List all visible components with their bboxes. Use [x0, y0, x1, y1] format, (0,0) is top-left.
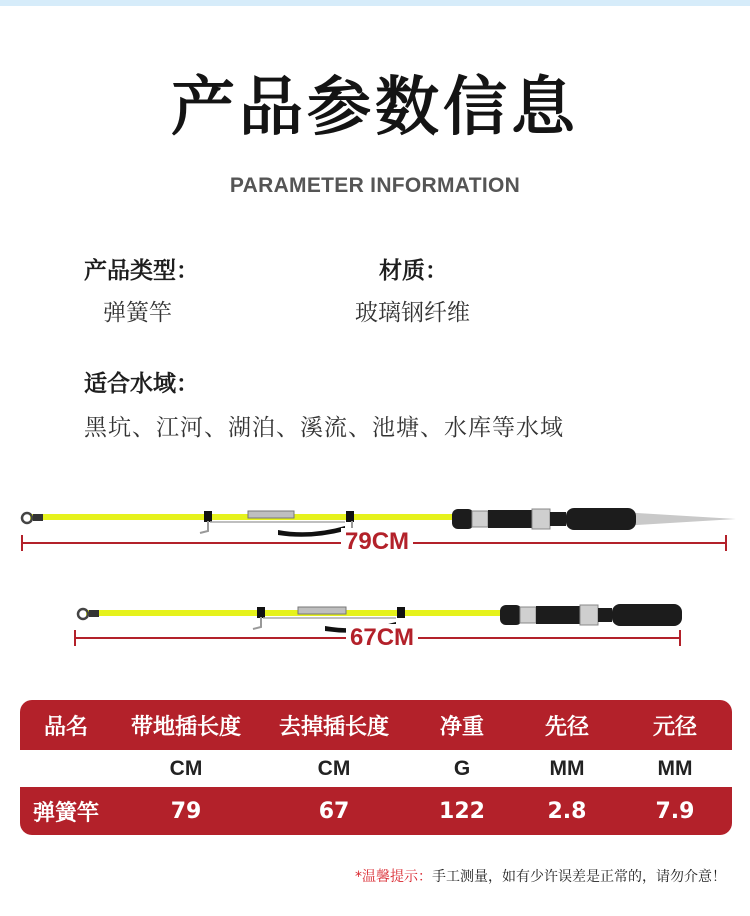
- spec-unit-row: [20, 750, 732, 787]
- unit-butt-diameter: MM: [618, 750, 732, 787]
- short-rod-length-label: 67CM: [346, 624, 418, 652]
- unit-net-weight: G: [408, 750, 516, 787]
- product-type-label: 产品类型：: [84, 258, 199, 284]
- long-rod-ground-spike: [620, 512, 736, 526]
- material-label: 材质：: [379, 258, 448, 284]
- header-length-with-spike: 带地插长度: [112, 700, 260, 750]
- long-rod-spring: [248, 511, 294, 518]
- spec-table: [20, 700, 732, 835]
- short-rod-spring: [298, 607, 346, 614]
- water-area-label: 适合水域：: [84, 371, 199, 397]
- header-length-without-spike: 去掉插长度: [260, 700, 408, 750]
- cell-net-weight: 122: [408, 787, 516, 835]
- long-rod-handle: [566, 508, 636, 530]
- unit-length-without-spike: CM: [260, 750, 408, 787]
- note-text: 手工测量，如有少许误差是正常的，请勿介意！: [432, 869, 726, 885]
- product-type-value: 弹簧竿: [103, 300, 172, 326]
- cell-butt-diameter: 7.9: [618, 787, 732, 835]
- long-rod-length-label: 79CM: [341, 528, 413, 556]
- short-rod-handle: [612, 604, 682, 626]
- header-butt-diameter: 元径: [618, 700, 732, 750]
- cell-product-name: 弹簧竿: [20, 787, 112, 835]
- note-prefix: *温馨提示：: [355, 869, 432, 885]
- spec-header-row: [20, 700, 732, 750]
- unit-product-name: [20, 750, 112, 787]
- unit-length-with-spike: CM: [112, 750, 260, 787]
- header-tip-diameter: 先径: [516, 700, 618, 750]
- header-net-weight: 净重: [408, 700, 516, 750]
- header-product-name: 品名: [20, 700, 112, 750]
- cell-tip-diameter: 2.8: [516, 787, 618, 835]
- material-value: 玻璃钢纤维: [355, 300, 470, 326]
- measurement-note: [355, 866, 726, 886]
- unit-tip-diameter: MM: [516, 750, 618, 787]
- cell-length-with-spike: 79: [112, 787, 260, 835]
- water-area-value: 黑坑、江河、湖泊、溪流、池塘、水库等水域: [84, 415, 564, 441]
- cell-length-without-spike: 67: [260, 787, 408, 835]
- page-subtitle: PARAMETER INFORMATION: [229, 174, 521, 197]
- page-title: 产品参数信息: [171, 71, 579, 145]
- table-row: [20, 787, 732, 835]
